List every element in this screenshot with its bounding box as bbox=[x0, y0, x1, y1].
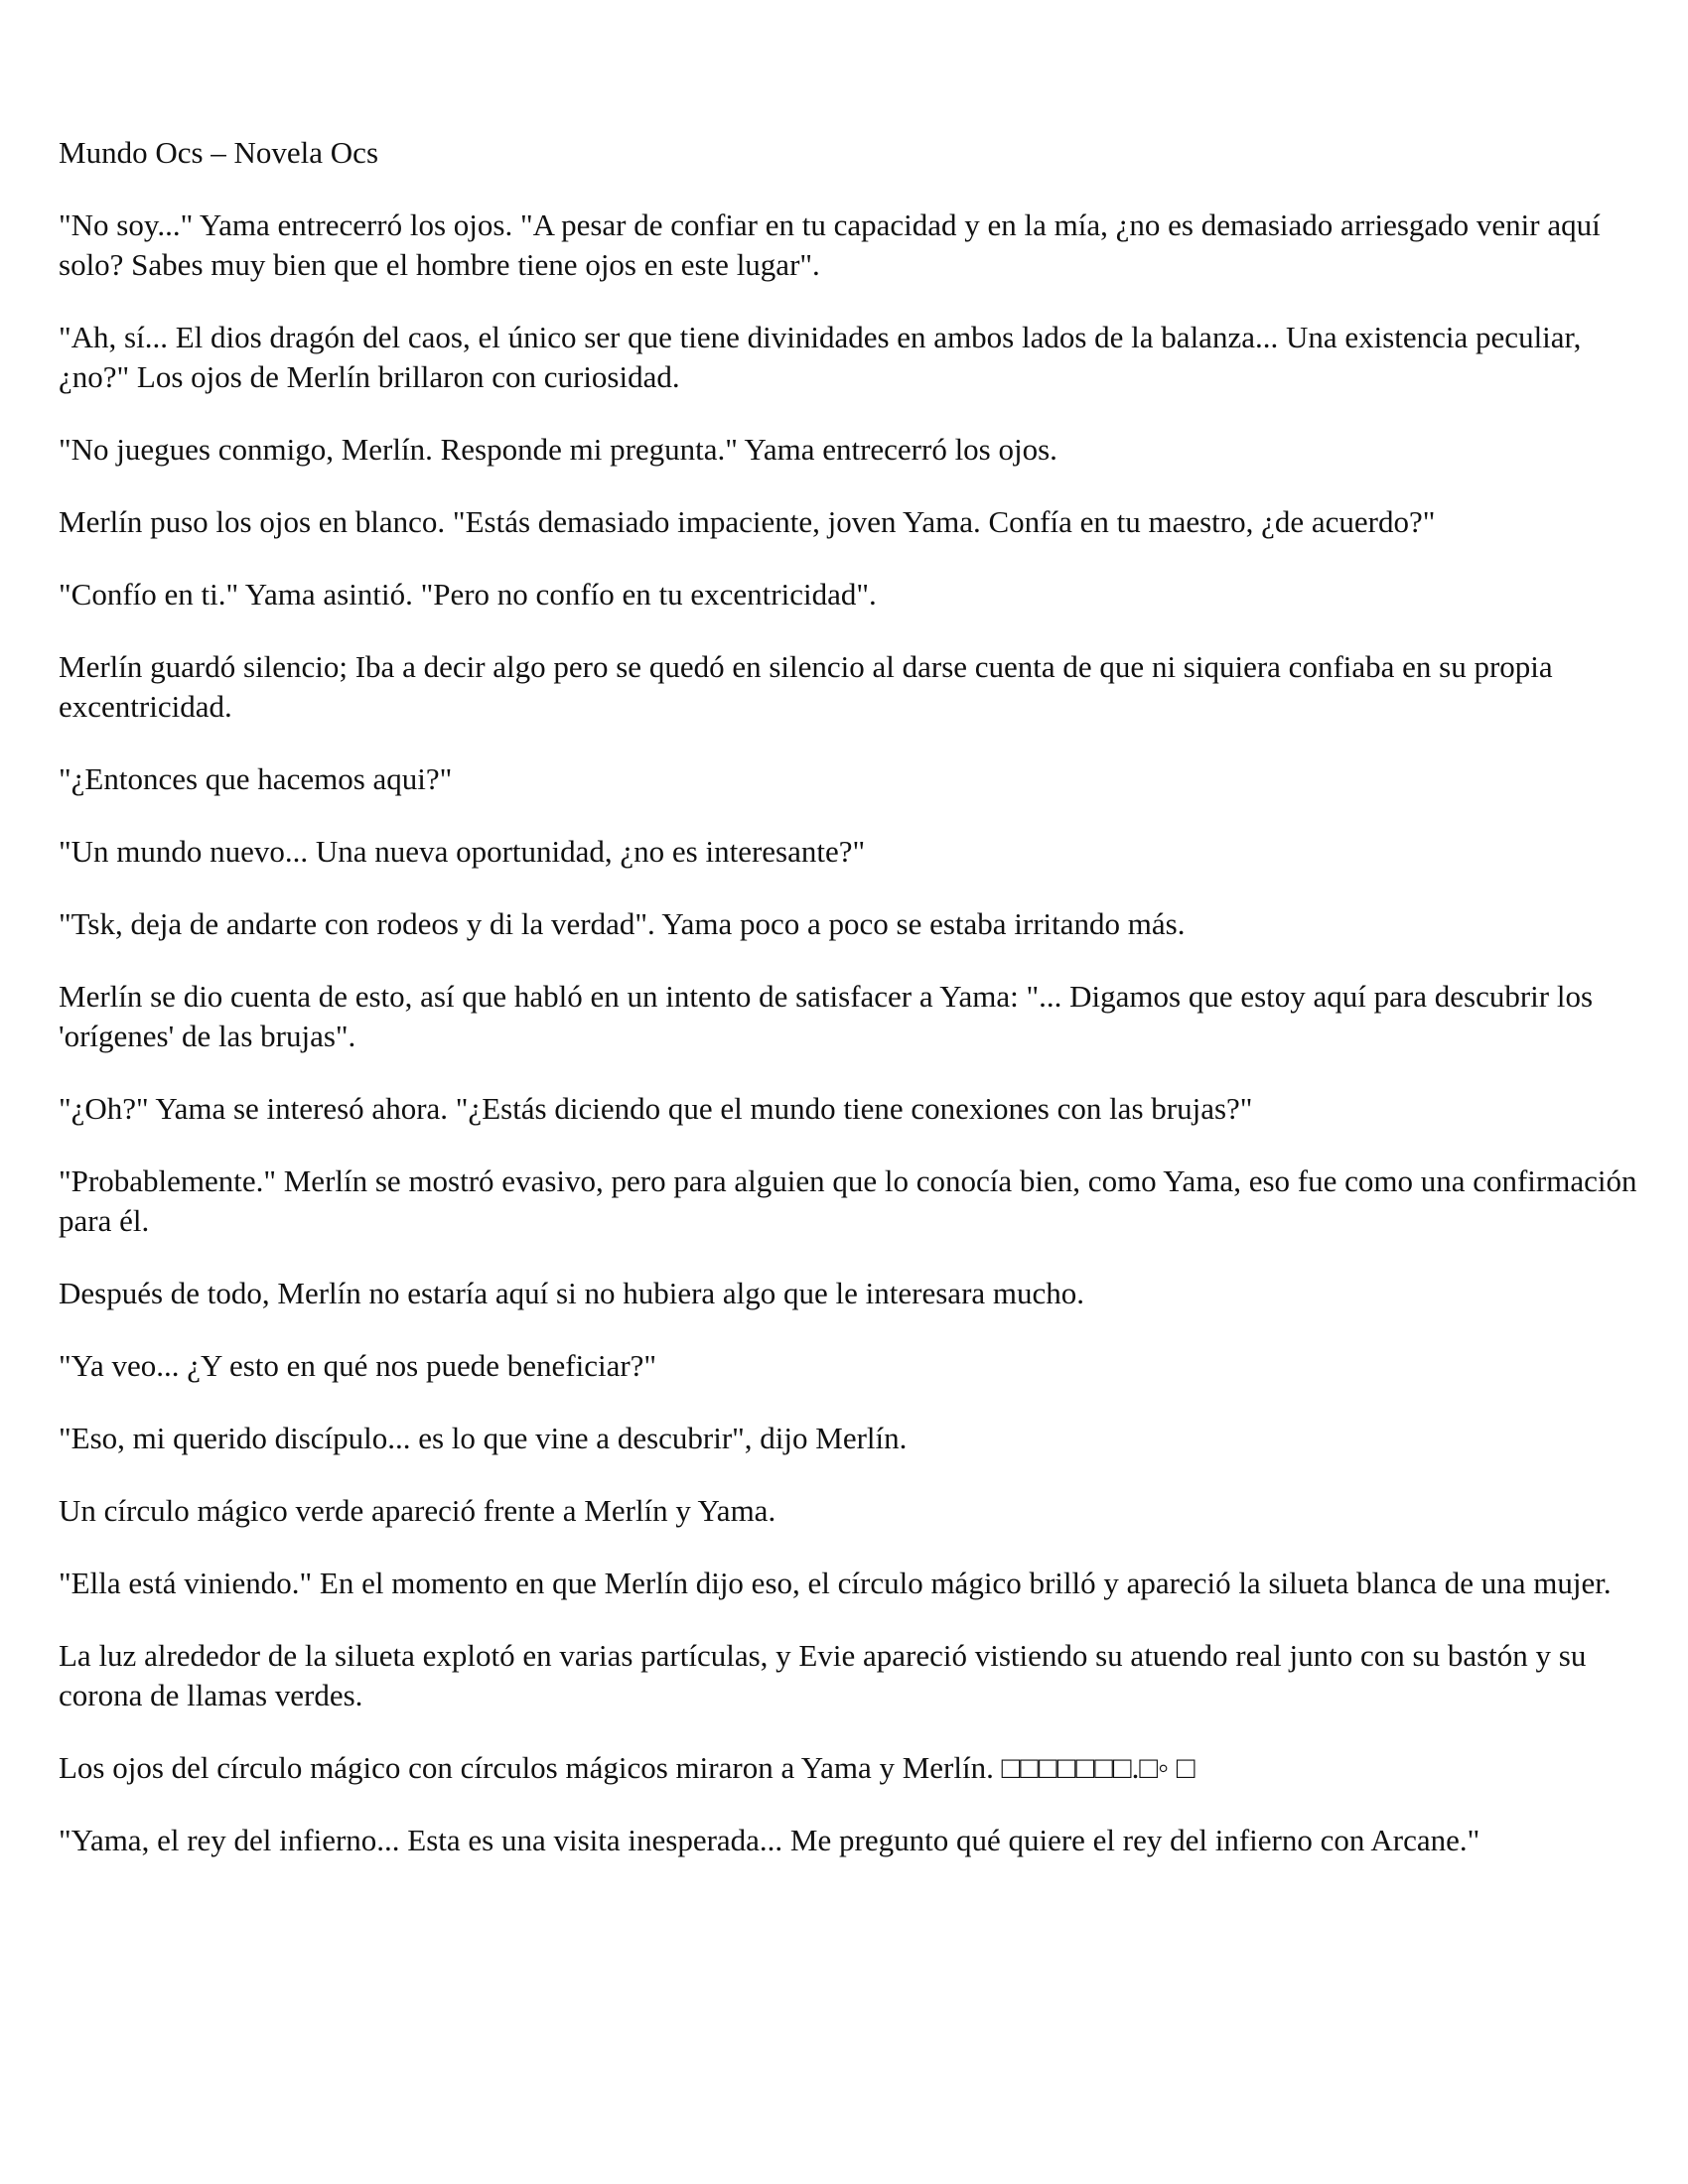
paragraph: Merlín guardó silencio; Iba a decir algo pero se quedó en silencio al darse cuenta de que ni siquiera confiaba en su propia excentricidad. bbox=[59, 649, 1553, 724]
paragraph: "Confío en ti." Yama asintió. "Pero no confío en tu excentricidad". bbox=[59, 577, 877, 612]
document-page bbox=[59, 133, 1647, 1860]
paragraph: "Tsk, deja de andarte con rodeos y di la verdad". Yama poco a poco se estaba irritando más. bbox=[59, 906, 1186, 941]
paragraph: Merlín puso los ojos en blanco. "Estás demasiado impaciente, joven Yama. Confía en tu maestro, ¿de acuerdo?" bbox=[59, 504, 1436, 539]
paragraph: "No juegues conmigo, Merlín. Responde mi pregunta." Yama entrecerró los ojos. bbox=[59, 432, 1057, 467]
paragraph: "Un mundo nuevo... Una nueva oportunidad, ¿no es interesante?" bbox=[59, 834, 866, 869]
paragraph: "¿Oh?" Yama se interesó ahora. "¿Estás diciendo que el mundo tiene conexiones con las brujas?" bbox=[59, 1091, 1253, 1126]
paragraph: "Eso, mi querido discípulo... es lo que vine a descubrir", dijo Merlín. bbox=[59, 1421, 908, 1455]
paragraph: Los ojos del círculo mágico con círculos mágicos miraron a Yama y Merlín. □□□□□□□.□◦ □ bbox=[59, 1750, 1196, 1785]
paragraph: La luz alrededor de la silueta explotó en varias partículas, y Evie apareció vistiendo su atuendo real junto con su bastón y su corona de llamas verdes. bbox=[59, 1638, 1587, 1712]
paragraph: "¿Entonces que hacemos aqui?" bbox=[59, 761, 453, 796]
paragraph: Merlín se dio cuenta de esto, así que habló en un intento de satisfacer a Yama: "... Digamos que estoy aquí para descubrir los 'orígenes' de las brujas". bbox=[59, 979, 1594, 1053]
paragraph: "No soy..." Yama entrecerró los ojos. "A pesar de confiar en tu capacidad y en la mía, ¿no es demasiado arriesgado venir aquí solo? Sabes muy bien que el hombre tiene ojos en este lugar". bbox=[59, 207, 1601, 282]
paragraph: Después de todo, Merlín no estaría aquí si no hubiera algo que le interesara mucho. bbox=[59, 1276, 1085, 1310]
paragraph: "Probablemente." Merlín se mostró evasivo, pero para alguien que lo conocía bien, como Yama, eso fue como una confirmación para él. bbox=[59, 1163, 1637, 1238]
paragraph: "Ah, sí... El dios dragón del caos, el único ser que tiene divinidades en ambos lados de la balanza... Una existencia peculiar, ¿no?" Los ojos de Merlín brillaron con curiosidad. bbox=[59, 320, 1582, 394]
document-header: Mundo Ocs – Novela Ocs bbox=[59, 135, 379, 170]
paragraph: Un círculo mágico verde apareció frente a Merlín y Yama. bbox=[59, 1493, 776, 1528]
paragraph: "Ya veo... ¿Y esto en qué nos puede beneficiar?" bbox=[59, 1348, 657, 1383]
paragraph: "Ella está viniendo." En el momento en que Merlín dijo eso, el círculo mágico brilló y apareció la silueta blanca de una mujer. bbox=[59, 1566, 1612, 1600]
paragraph: "Yama, el rey del infierno... Esta es una visita inesperada... Me pregunto qué quiere el rey del infierno con Arcane." bbox=[59, 1823, 1480, 1857]
